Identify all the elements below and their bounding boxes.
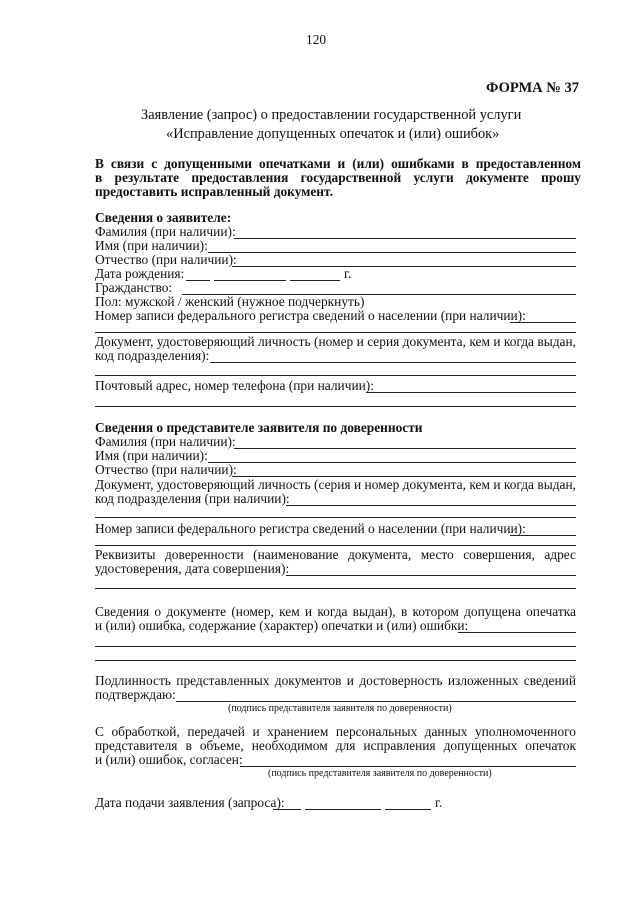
- representative-section-title: Сведения о представителе заявителя по доверенности: [95, 420, 423, 435]
- representative-id-document-label-line-1: Документ, удостоверяющий личность (серия и номер документа, кем и когда выдан,: [95, 477, 576, 492]
- authenticity-signature-field[interactable]: [176, 701, 576, 702]
- submission-date-year-field[interactable]: [385, 809, 431, 810]
- applicant-id-document-label-line-2: код подразделения):: [95, 348, 210, 363]
- consent-statement-line-1: С обработкой, передачей и хранением персональных данных уполномоченного: [95, 724, 576, 739]
- document-title-line-2: «Исправление допущенных опечаток и (или) ошибок»: [166, 126, 500, 142]
- birth-date-year-field[interactable]: [290, 280, 340, 281]
- representative-surname-label: Фамилия (при наличии):: [95, 434, 236, 449]
- applicant-address-field[interactable]: [366, 392, 576, 393]
- page-number: 120: [306, 32, 327, 47]
- representative-name-label: Имя (при наличии):: [95, 448, 208, 463]
- applicant-id-document-field-2[interactable]: [95, 375, 576, 376]
- applicant-registry-number-field-2[interactable]: [95, 332, 576, 333]
- authenticity-statement-line-2: подтверждаю:: [95, 687, 176, 702]
- consent-signature-caption: (подпись представителя заявителя по доверенности): [268, 768, 492, 779]
- applicant-patronymic-field[interactable]: [232, 266, 576, 267]
- birth-date-month-field[interactable]: [214, 280, 286, 281]
- power-of-attorney-field-2[interactable]: [95, 588, 576, 589]
- birth-date-year-suffix: г.: [344, 266, 352, 281]
- submission-date-day-field[interactable]: [273, 809, 301, 810]
- representative-id-document-field[interactable]: [286, 505, 576, 506]
- document-title-line-1: Заявление (запрос) о предоставлении государственной услуги: [141, 107, 522, 123]
- applicant-name-field[interactable]: [208, 252, 576, 253]
- power-of-attorney-label-line-1: Реквизиты доверенности (наименование документа, место совершения, адрес: [95, 547, 576, 562]
- applicant-id-document-label-line-1: Документ, удостоверяющий личность (номер и серия документа, кем и когда выдан,: [95, 334, 576, 349]
- error-description-field[interactable]: [458, 632, 576, 633]
- representative-surname-field[interactable]: [234, 448, 576, 449]
- birth-date-day-field[interactable]: [186, 280, 210, 281]
- submission-date-year-suffix: г.: [435, 795, 443, 810]
- authenticity-statement-line-1: Подлинность представленных документов и достоверность изложенных сведений: [95, 673, 576, 688]
- representative-registry-number-field-2[interactable]: [95, 545, 576, 546]
- representative-id-document-label-line-2: код подразделения (при наличии):: [95, 491, 290, 506]
- intro-line-1: В связи с допущенными опечатками и (или) ошибками в предоставленном: [95, 156, 581, 171]
- applicant-section-title: Сведения о заявителе:: [95, 210, 232, 225]
- applicant-surname-field[interactable]: [234, 238, 576, 239]
- error-document-label-line-2: и (или) ошибка, содержание (характер) опечатки и (или) ошибки:: [95, 618, 469, 633]
- applicant-registry-number-label: Номер записи федерального регистра сведений о населении (при наличии):: [95, 308, 526, 323]
- applicant-name-label: Имя (при наличии):: [95, 238, 208, 253]
- power-of-attorney-field[interactable]: [286, 575, 576, 576]
- consent-signature-field[interactable]: [240, 766, 576, 767]
- applicant-surname-label: Фамилия (при наличии):: [95, 224, 236, 239]
- applicant-registry-number-field[interactable]: [510, 322, 576, 323]
- form-number: ФОРМА № 37: [486, 80, 579, 96]
- intro-line-2: в результате предоставления государственной услуги документе прошу: [95, 170, 581, 185]
- representative-registry-number-field[interactable]: [510, 535, 576, 536]
- representative-registry-number-label: Номер записи федерального регистра сведений о населении (при наличии):: [95, 521, 526, 536]
- applicant-citizenship-label: Гражданство:: [95, 280, 173, 295]
- representative-patronymic-label: Отчество (при наличии):: [95, 462, 237, 477]
- applicant-birth-date-label: Дата рождения:: [95, 266, 185, 281]
- error-document-label-line-1: Сведения о документе (номер, кем и когда выдан), в котором допущена опечатка: [95, 604, 576, 619]
- applicant-address-label: Почтовый адрес, номер телефона (при наличии):: [95, 378, 374, 393]
- consent-statement-line-2: представителя в объеме, необходимом для исправления допущенных опечаток: [95, 738, 576, 753]
- intro-line-3: предоставить исправленный документ.: [95, 184, 333, 199]
- error-description-field-2[interactable]: [95, 646, 576, 647]
- authenticity-signature-caption: (подпись представителя заявителя по доверенности): [228, 703, 452, 714]
- power-of-attorney-label-line-2: удостоверения, дата совершения):: [95, 561, 290, 576]
- applicant-sex-label: Пол: мужской / женский (нужное подчеркнуть): [95, 294, 365, 309]
- submission-date-month-field[interactable]: [305, 809, 381, 810]
- applicant-id-document-field[interactable]: [210, 362, 576, 363]
- error-description-field-3[interactable]: [95, 660, 576, 661]
- representative-name-field[interactable]: [208, 462, 576, 463]
- consent-statement-line-3: и (или) ошибок, согласен:: [95, 752, 243, 767]
- submission-date-label: Дата подачи заявления (запроса):: [95, 795, 285, 810]
- representative-id-document-field-2[interactable]: [95, 517, 576, 518]
- applicant-patronymic-label: Отчество (при наличии):: [95, 252, 237, 267]
- applicant-address-field-2[interactable]: [95, 406, 576, 407]
